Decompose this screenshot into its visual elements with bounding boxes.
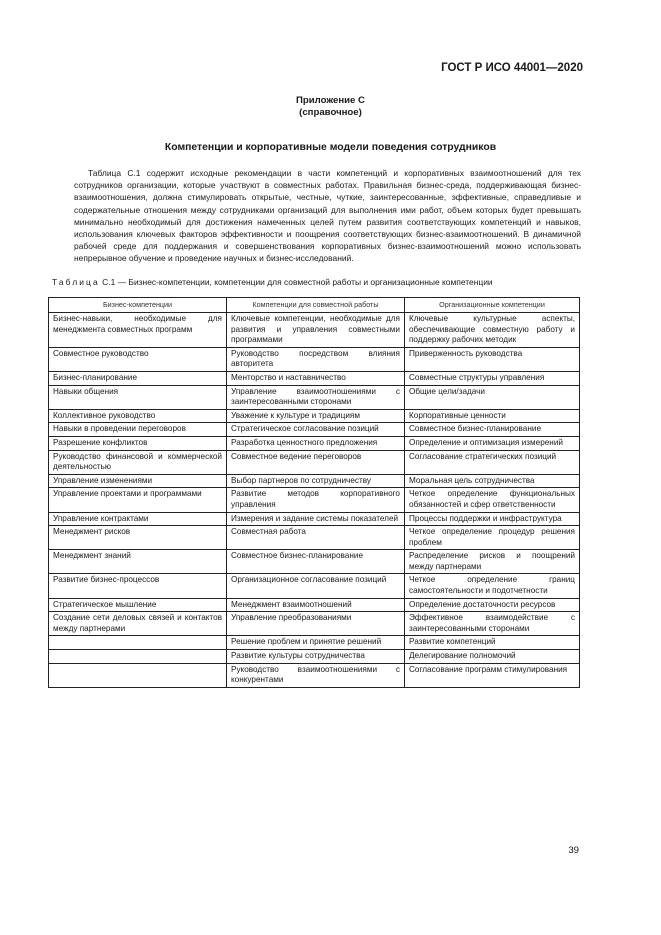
table-cell: Управление проектами и программами	[49, 488, 227, 512]
table-row	[49, 612, 580, 636]
table-cell: Четкое определение границ самостоятельности и подотчетности	[405, 574, 580, 598]
competencies-table	[48, 297, 580, 688]
table-cell: Совместные структуры управления	[405, 371, 580, 385]
table-row	[49, 512, 580, 526]
table-cell: Моральная цель сотрудничества	[405, 474, 580, 488]
table-cell: Совместное бизнес-планирование	[405, 423, 580, 437]
table-cell: Управление контрактами	[49, 512, 227, 526]
table-cell: Менторство и наставничество	[227, 371, 405, 385]
table-row	[49, 450, 580, 474]
header-collaboration-competencies: Компетенции для совместной работы	[227, 298, 405, 313]
table-cell: Общие цели/задачи	[405, 385, 580, 409]
table-cell: Ключевые культурные аспекты, обеспечивающие совместную работу и поддержку рабочих методик	[405, 313, 580, 348]
table-caption-text: С.1 — Бизнес-компетенции, компетенции для совместной работы и организационные компетенции	[102, 277, 493, 287]
table-cell: Согласование стратегических позиций	[405, 450, 580, 474]
table-row	[49, 598, 580, 612]
table-cell: Приверженность руководства	[405, 347, 580, 371]
table-row	[49, 313, 580, 348]
table-cell: Разрешение конфликтов	[49, 436, 227, 450]
table-cell: Создание сети деловых связей и контактов между партнерами	[49, 612, 227, 636]
table-row	[49, 371, 580, 385]
table-cell	[49, 650, 227, 664]
table-cell: Четкое определение процедур решения проблем	[405, 526, 580, 550]
table-cell: Корпоративные ценности	[405, 409, 580, 423]
table-row	[49, 636, 580, 650]
table-cell: Руководство взаимоотношениями с конкурентами	[227, 663, 405, 687]
table-cell: Коллективное руководство	[49, 409, 227, 423]
table-cell: Менеджмент рисков	[49, 526, 227, 550]
table-cell: Руководство посредством влияния авторитета	[227, 347, 405, 371]
page-number: 39	[568, 845, 579, 856]
table-cell: Развитие методов корпоративного управления	[227, 488, 405, 512]
table-cell: Ключевые компетенции, необходимые для развития и управления совместными программами	[227, 313, 405, 348]
table-cell: Разработка ценностного предложения	[227, 436, 405, 450]
table-cell: Развитие компетенций	[405, 636, 580, 650]
table-row	[49, 574, 580, 598]
table-cell: Управление преобразованиями	[227, 612, 405, 636]
table-cell: Распределение рисков и поощрений между партнерами	[405, 550, 580, 574]
table-cell: Руководство финансовой и коммерческой деятельностью	[49, 450, 227, 474]
table-cell	[49, 663, 227, 687]
appendix-header	[0, 95, 661, 119]
table-cell: Организационное согласование позиций	[227, 574, 405, 598]
table-cell: Согласование программ стимулирования	[405, 663, 580, 687]
table-cell: Определение достаточности ресурсов	[405, 598, 580, 612]
appendix-title: Приложение С	[296, 95, 365, 106]
table-cell: Управление взаимоотношениями с заинтересованными сторонами	[227, 385, 405, 409]
table-row	[49, 409, 580, 423]
table-cell: Решение проблем и принятие решений	[227, 636, 405, 650]
table-cell: Эффективное взаимодействие с заинтересованными сторонами	[405, 612, 580, 636]
table-cell: Совместное ведение переговоров	[227, 450, 405, 474]
table-row	[49, 488, 580, 512]
table-cell: Совместное бизнес-планирование	[227, 550, 405, 574]
table-cell: Выбор партнеров по сотрудничеству	[227, 474, 405, 488]
header-organizational-competencies: Организационные компетенции	[405, 298, 580, 313]
table-caption-label: Таблица	[52, 277, 100, 287]
table-row	[49, 526, 580, 550]
header-business-competencies: Бизнес-компетенции	[49, 298, 227, 313]
table-cell: Менеджмент знаний	[49, 550, 227, 574]
table-cell: Навыки в проведении переговоров	[49, 423, 227, 437]
table-cell: Развитие бизнес-процессов	[49, 574, 227, 598]
table-row	[49, 474, 580, 488]
table-cell: Определение и оптимизация измерений	[405, 436, 580, 450]
table-cell: Бизнес-навыки, необходимые для менеджмента совместных программ	[49, 313, 227, 348]
table-cell: Развитие культуры сотрудничества	[227, 650, 405, 664]
table-cell: Стратегическое согласование позиций	[227, 423, 405, 437]
table-header-row	[49, 298, 580, 313]
table-cell: Четкое определение функциональных обязанностей и сфер ответственности	[405, 488, 580, 512]
table-cell: Измерения и задание системы показателей	[227, 512, 405, 526]
table-cell: Менеджмент взаимоотношений	[227, 598, 405, 612]
table-row	[49, 436, 580, 450]
table-cell: Управление изменениями	[49, 474, 227, 488]
table-row	[49, 663, 580, 687]
intro-paragraph: Таблица С.1 содержит исходные рекомендации в части компетенций и корпоративных взаимоотношений для тех сотрудников организации, которые участвуют в совместных работах. Правильная бизнес-среда, поддерживающая бизнес-взаимоотношения, должна стимулировать открытые, честные, чуткие, заинтересованные, эффективные, справедливые и содержательные отношения между сотрудниками организаций для выполнения ими работ, объем которых будет превышать минимально необходимый для достижения намеченных целей путем развития соответствующих компетенций и навыков, использования ключевых факторов эффективности и поощрения соответствующих бизнес-взаимоотношений. В динамичной рабочей среде для поддержания и совершенствования корпоративных бизнес-взаимоотношений можно использовать непрерывное обучение и проведение научных и бизнес-исследований.	[74, 168, 581, 264]
table-cell: Делегирование полномочий	[405, 650, 580, 664]
table-row	[49, 550, 580, 574]
table-cell: Бизнес-планирование	[49, 371, 227, 385]
table-cell: Процессы поддержки и инфраструктура	[405, 512, 580, 526]
table-cell: Навыки общения	[49, 385, 227, 409]
table-row	[49, 347, 580, 371]
table-row	[49, 423, 580, 437]
section-title: Компетенции и корпоративные модели поведения сотрудников	[164, 142, 497, 153]
table-row	[49, 650, 580, 664]
standard-number: ГОСТ Р ИСО 44001—2020	[441, 62, 583, 74]
table-cell: Стратегическое мышление	[49, 598, 227, 612]
table-row	[49, 385, 580, 409]
table-cell: Уважение к культуре и традициям	[227, 409, 405, 423]
table-cell: Совместная работа	[227, 526, 405, 550]
appendix-subtitle: (справочное)	[299, 107, 362, 118]
table-caption	[52, 277, 592, 287]
table-cell: Совместное руководство	[49, 347, 227, 371]
table-cell	[49, 636, 227, 650]
